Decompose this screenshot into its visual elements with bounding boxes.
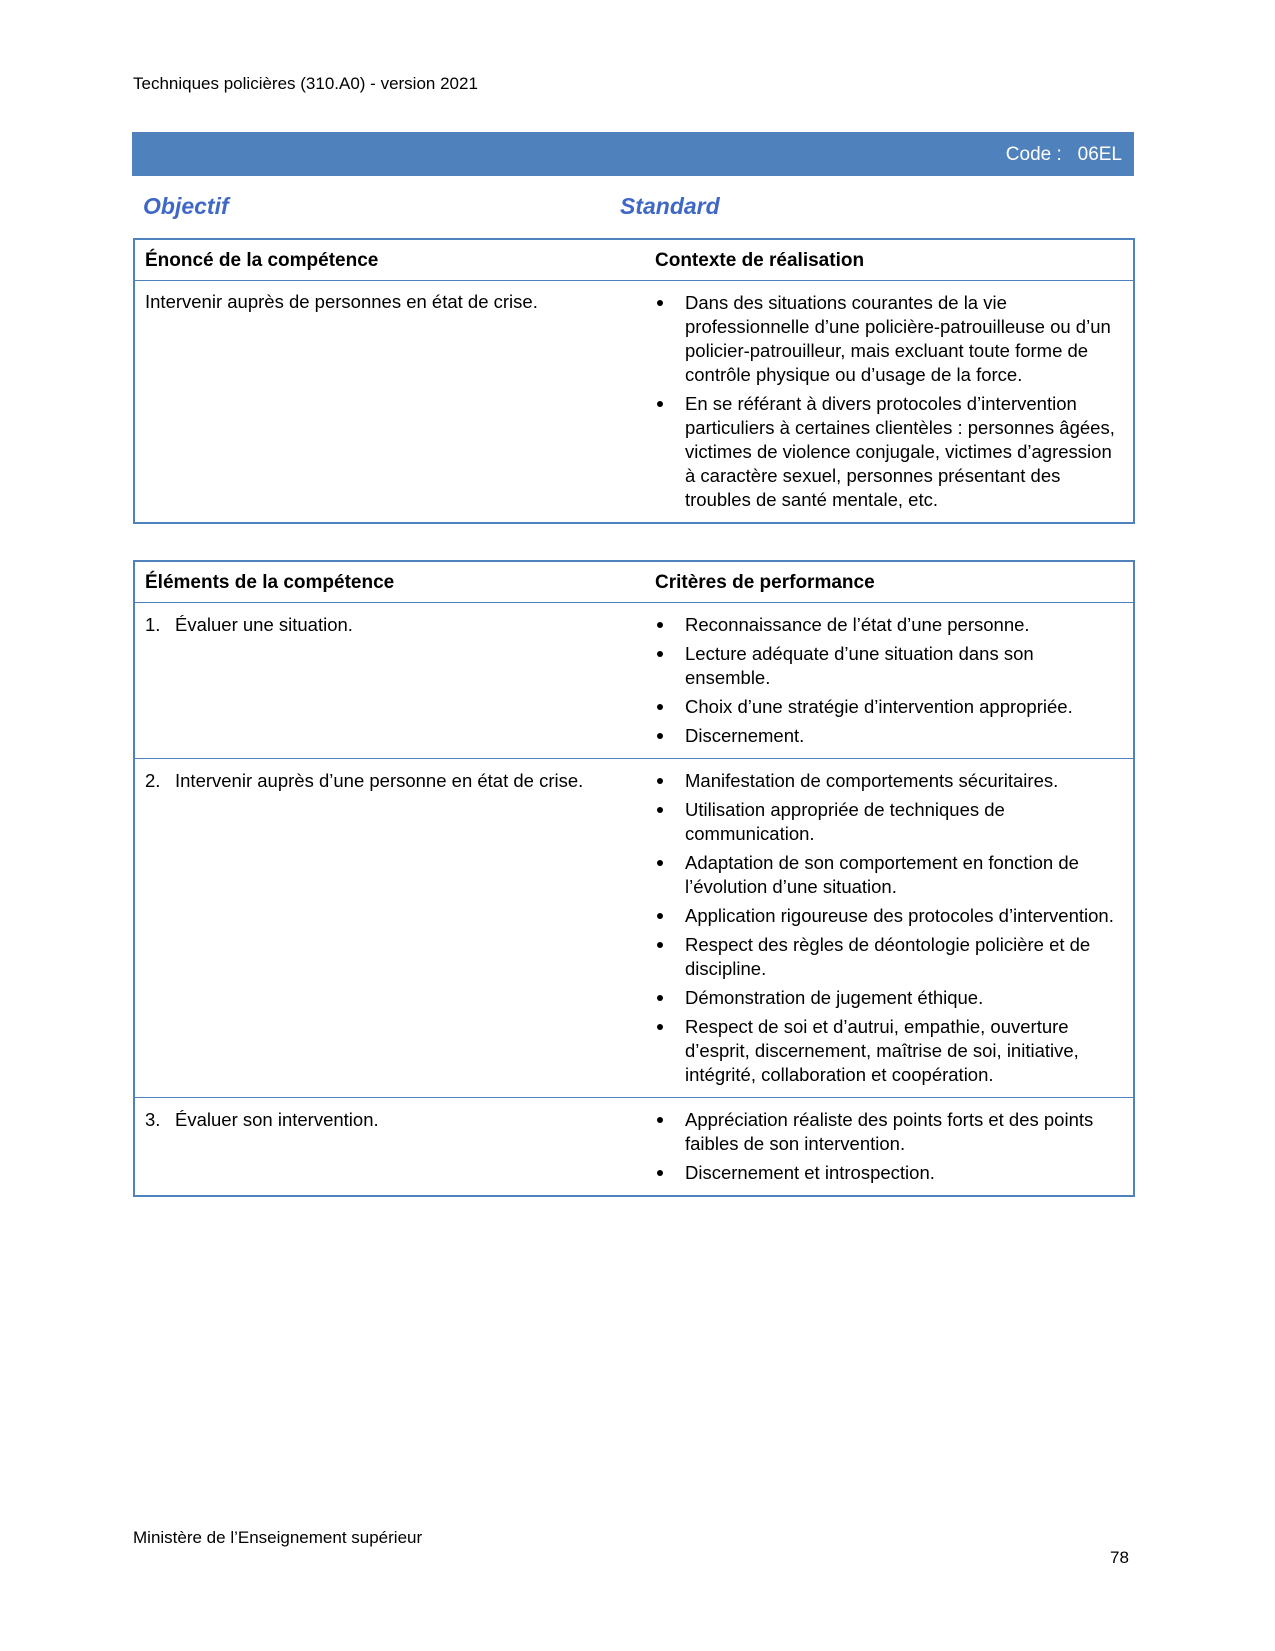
running-header: Techniques policières (310.A0) - version 2021	[133, 74, 478, 93]
elements-table	[133, 560, 1135, 1197]
bullet-icon	[657, 1170, 663, 1176]
criteria-list	[655, 769, 1123, 1087]
element-item: 1. Évaluer une situation.	[145, 614, 353, 635]
bullet-icon	[657, 807, 663, 813]
context-item: Dans des situations courantes de la vie professionnelle d’une policière-patrouilleuse ou d’un policier-patrouilleur, mais excluant toute forme de contrôle physique ou d’usage de la force.	[655, 291, 1123, 387]
standard-heading: Standard	[620, 193, 720, 219]
criteria-item: Manifestation de comportements sécuritaires.	[655, 769, 1123, 793]
table-row	[134, 603, 1134, 759]
criteria-item: Utilisation appropriée de techniques de communication.	[655, 798, 1123, 846]
criteria-item: Adaptation de son comportement en fonction de l’évolution d’une situation.	[655, 851, 1123, 899]
code-band	[132, 132, 1134, 176]
criteria-item: Lecture adéquate d’une situation dans son ensemble.	[655, 642, 1123, 690]
competence-statement: Intervenir auprès de personnes en état de crise.	[134, 281, 655, 524]
context-list	[655, 291, 1123, 512]
criteria-item: Choix d’une stratégie d’intervention appropriée.	[655, 695, 1123, 719]
bullet-icon	[657, 778, 663, 784]
criteria-item: Application rigoureuse des protocoles d’intervention.	[655, 904, 1123, 928]
criteria-item: Démonstration de jugement éthique.	[655, 986, 1123, 1010]
competence-header-row	[134, 239, 1134, 281]
code-value: 06EL	[1077, 144, 1122, 165]
code-label: Code :	[1005, 144, 1062, 165]
objective-heading: Objectif	[143, 193, 229, 219]
bullet-icon	[657, 913, 663, 919]
bullet-icon	[657, 860, 663, 866]
table-row	[134, 759, 1134, 1098]
criteria-item: Respect des règles de déontologie policière et de discipline.	[655, 933, 1123, 981]
competence-table	[133, 238, 1135, 524]
competence-body-row	[134, 281, 1134, 524]
criteria-column-header: Critères de performance	[655, 572, 875, 593]
statement-column-header: Énoncé de la compétence	[145, 250, 379, 271]
criteria-list	[655, 1108, 1123, 1185]
footer-ministry: Ministère de l’Enseignement supérieur	[133, 1528, 423, 1547]
elements-header-row	[134, 561, 1134, 603]
bullet-icon	[657, 733, 663, 739]
bullet-icon	[657, 704, 663, 710]
criteria-item: Discernement et introspection.	[655, 1161, 1123, 1185]
bullet-icon	[657, 1024, 663, 1030]
context-item: En se référant à divers protocoles d’intervention particuliers à certaines clientèles : personnes âgées, victimes de violence conjugale, victimes d’agression à caractère sexuel, personnes présentant des troubles de santé mentale, etc.	[655, 392, 1123, 512]
criteria-list	[655, 613, 1123, 748]
bullet-icon	[657, 401, 663, 407]
criteria-item: Appréciation réaliste des points forts et des points faibles de son intervention.	[655, 1108, 1123, 1156]
criteria-item: Respect de soi et d’autrui, empathie, ouverture d’esprit, discernement, maîtrise de soi, initiative, intégrité, collaboration et coopération.	[655, 1015, 1123, 1087]
table-row	[134, 1098, 1134, 1197]
bullet-icon	[657, 942, 663, 948]
bullet-icon	[657, 300, 663, 306]
criteria-item: Reconnaissance de l’état d’une personne.	[655, 613, 1123, 637]
criteria-item: Discernement.	[655, 724, 1123, 748]
bullet-icon	[657, 651, 663, 657]
page-number: 78	[1110, 1548, 1129, 1567]
bullet-icon	[657, 1117, 663, 1123]
elements-column-header: Éléments de la compétence	[145, 572, 395, 593]
context-column-header: Contexte de réalisation	[655, 250, 865, 271]
bullet-icon	[657, 995, 663, 1001]
element-item: 2. Intervenir auprès d’une personne en état de crise.	[145, 770, 584, 791]
bullet-icon	[657, 622, 663, 628]
course-code	[1006, 144, 1122, 166]
element-item: 3. Évaluer son intervention.	[145, 1109, 379, 1130]
